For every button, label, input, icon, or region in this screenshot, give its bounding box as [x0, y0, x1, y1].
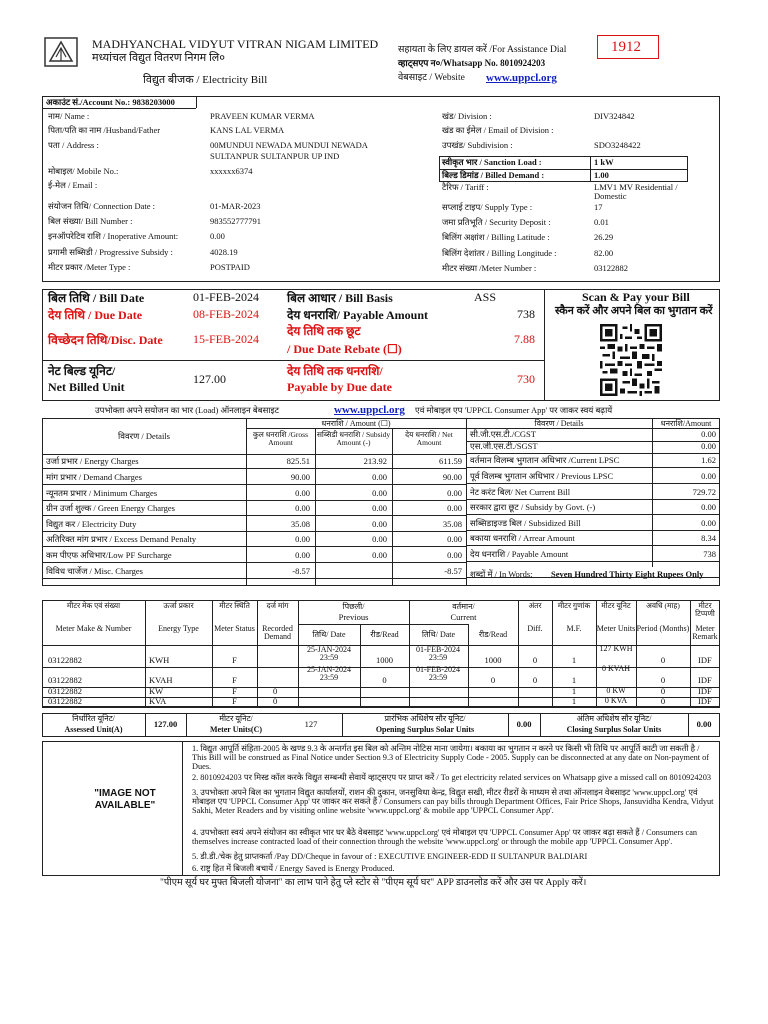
- account-right-value: 1 kW: [594, 157, 614, 167]
- bill-basis: ASS: [474, 290, 497, 304]
- meter-row-remark: IDF: [698, 655, 712, 665]
- bill-title: विद्युत बीजक / Electricity Bill: [143, 74, 268, 86]
- right-row-value: 738: [703, 549, 716, 559]
- meter-row-period: 0: [660, 675, 666, 685]
- meter-row-energy: KW: [149, 686, 164, 696]
- charges-subsidy-header: सब्सिडी धनराशि / Subsidy Amount (-): [316, 430, 391, 447]
- meter-row-status: F: [232, 675, 237, 685]
- load-note-before: उपभोक्ता अपने सयोजन का भार (Load) ऑनलाइन बेबसाइट: [95, 405, 279, 415]
- account-left-value: 00MUNDUI NEWADA MUNDUI NEWADA: [210, 140, 368, 150]
- meter-units-label-en: Meter Units(C): [209, 725, 263, 734]
- meter-header-prev-en: Previous: [338, 612, 369, 622]
- charge-row-label: उर्जा प्रभार / Energy Charges: [46, 456, 139, 466]
- rule-h: [298, 624, 468, 625]
- meter-header-en: Period (Months): [636, 624, 690, 633]
- charge-row-subsidy: 0.00: [372, 550, 387, 560]
- account-right-value: 17: [594, 202, 603, 212]
- due-date-label: देय तिथि / Due Date: [48, 308, 143, 322]
- account-left-value: 4028.19: [210, 247, 238, 257]
- image-not-available: "IMAGE NOT AVAILABLE": [94, 788, 156, 811]
- charge-row-net: 90.00: [442, 472, 462, 482]
- meter-header-prev-hi: पिछली/: [342, 602, 365, 611]
- meter-header-en: Meter Status: [214, 624, 255, 633]
- meter-row-cdate: 01-FEB-2024 23:59: [416, 645, 460, 663]
- payable-due-amount: 730: [517, 372, 535, 386]
- account-left-label: मोबाइल/ Mobile No.:: [48, 166, 119, 176]
- meter-row-status: F: [232, 686, 237, 696]
- meter-row-rd: 0: [273, 686, 278, 696]
- load-note-link[interactable]: www.uppcl.org: [334, 404, 405, 416]
- charge-row-subsidy: 213.92: [363, 456, 387, 466]
- charge-row-label: मांग प्रभार / Demand Charges: [46, 472, 142, 482]
- meter-header-curr-read: रीड/Read: [478, 630, 508, 639]
- rule-h: [42, 531, 466, 532]
- rule-h: [42, 484, 466, 485]
- charge-row-subsidy: 0.00: [372, 534, 387, 544]
- charge-row-net: 35.08: [442, 519, 462, 529]
- company-name-hi: मध्यांचल विद्युत वितरण निगम लि०: [92, 52, 225, 64]
- assist-number: 1912: [611, 39, 641, 55]
- charge-row-subsidy: 0.00: [372, 519, 387, 529]
- charge-row-gross: 0.00: [295, 550, 310, 560]
- right-row-value: 1.62: [701, 455, 716, 465]
- account-right-label: स्वीकृत भार / Sanction Load :: [442, 157, 542, 167]
- account-right-label: मीटर संख्या /Meter Number :: [442, 263, 537, 273]
- meter-row-period: 0: [660, 696, 666, 706]
- note-item: 1. विद्युत आपूर्ति संहिता-2005 के खण्ड 9.3 के अन्तर्गत इस बिल को अन्तिम नोटिस माना जायेगा। बकाया का भुगतान न करने पर किसी भी तिथि पर आपूर्ति काटी जा सकती है / This Bill will be construed as Final Notice under Section 9.3 of Electricity Supply Code - 2005. Supply can be disconnected at any date on Non-payment of Dues.: [192, 744, 710, 772]
- rule-h: [42, 546, 466, 547]
- charge-row-subsidy: 0.00: [372, 472, 387, 482]
- account-right-label: टैरिफ / Tariff :: [442, 182, 489, 192]
- rule-v: [518, 600, 519, 707]
- website-label: वेबसाइट / Website: [398, 73, 465, 83]
- account-left-label: ई-मेल / Email :: [48, 180, 98, 190]
- account-left-value: 0.00: [210, 231, 225, 241]
- meter-header-en: Energy Type: [158, 624, 199, 633]
- charge-row-gross: 825.51: [286, 456, 310, 466]
- rule-v: [596, 600, 597, 707]
- right-row-value: 0.00: [701, 502, 716, 512]
- assessed-label-hi: निर्धारित यूनिट/: [72, 714, 115, 723]
- meter-header-hi: मीटर यूनिट: [601, 601, 631, 610]
- right-row-label: बकाया धनराशि / Arrear Amount: [470, 533, 575, 543]
- account-left-label: पता / Address :: [48, 140, 99, 150]
- account-right-label: खंड का ईमेल / Email of Division :: [442, 125, 554, 135]
- rule-v: [145, 600, 146, 707]
- note-item: 2. 8010924203 पर मिस्ड कॉल करके विद्युत सम्बन्धी सेवायें व्हाट्सएप पर प्राप्त करें / To get electricity related services on Whatsapp give a missed call on 8010924203: [192, 773, 711, 782]
- charge-row-net: 0.00: [447, 534, 462, 544]
- meter-row-diff: 0: [532, 655, 538, 665]
- account-right-label: खंड/ Division :: [442, 111, 492, 121]
- meter-row-energy: KVAH: [149, 675, 173, 685]
- account-right-label: बिलिंग अक्षांश / Billing Latitude :: [442, 232, 550, 242]
- rule-h: [466, 483, 720, 484]
- scan-title-en: Scan & Pay your Bill: [582, 290, 690, 304]
- charges-right-amount-header: धनराशि/Amount: [660, 419, 712, 428]
- account-left-label: बिल संख्या/ Bill Number :: [48, 216, 133, 226]
- net-unit-label-en: Net Billed Unit: [48, 380, 125, 394]
- right-row-label: सरकार द्वारा छूट / Subsidy by Govt. (-): [470, 502, 596, 512]
- account-right-value: LMV1 MV Residential / Domestic: [594, 182, 678, 202]
- in-words-value: Seven Hundred Thirty Eight Rupees Only: [551, 569, 704, 579]
- account-right-value: SDO3248422: [594, 140, 641, 150]
- assessed-value: 127.00: [153, 719, 178, 729]
- summary-divider: [544, 289, 545, 401]
- sanction-divider: [439, 169, 688, 170]
- website-link[interactable]: www.uppcl.org: [486, 72, 557, 84]
- account-right-value: 26.29: [594, 232, 614, 242]
- meter-header-curr-hi: वर्तमान/: [452, 602, 475, 611]
- meter-header-prev-read: रीड/Read: [370, 630, 399, 639]
- meter-row-pdate: 25-JAN-2024 23:59: [307, 665, 351, 683]
- meter-row-mf: 1: [571, 696, 577, 706]
- right-row-label: वर्तमान विलम्ब भुगतान अधिभार /Current LPSC: [470, 455, 620, 465]
- summary-row-line: [42, 360, 544, 361]
- charge-row-gross: 0.00: [295, 488, 310, 498]
- charge-row-label: न्यूनतम प्रभार / Minimum Charges: [46, 488, 158, 498]
- rule-h: [42, 578, 466, 579]
- rule-h: [42, 515, 466, 516]
- disc-date-label: विच्छेदन तिथि/Disc. Date: [48, 333, 163, 347]
- charge-row-net: 0.00: [447, 503, 462, 513]
- charges-details-header: विवरण / Details: [118, 431, 170, 441]
- meter-row-remark: IDF: [698, 686, 712, 696]
- in-words-label: शब्दों में / In Words:: [470, 569, 533, 579]
- bill-date-label: बिल तिथि / Bill Date: [48, 291, 145, 305]
- meter-row-mf: 1: [571, 655, 577, 665]
- meter-row-units: 0 KVA: [604, 696, 628, 705]
- meter-header-hi: मीटर गुणांक: [557, 601, 591, 610]
- meter-header-en: Meter Units: [596, 624, 636, 633]
- meter-row-pread: 0: [382, 675, 387, 685]
- meter-row-make: 03122882: [48, 696, 82, 706]
- meter-header-en: Meter Remark: [692, 624, 718, 642]
- open-solar-label-en: Opening Surplus Solar Units: [375, 725, 475, 734]
- account-left-value: 983552777791: [210, 216, 261, 226]
- right-row-value: 0.00: [701, 441, 716, 451]
- meter-row-cread: 0: [490, 675, 496, 685]
- assist-label: सहायता के लिए डायल करें /For Assistance Dial: [398, 45, 567, 55]
- meter-row-rd: 0: [273, 696, 278, 706]
- charge-row-net: 611.59: [438, 456, 462, 466]
- account-number: अकाउंट सं./Account No.: 9838203000: [46, 97, 175, 107]
- meter-units-label-hi: मीटर यूनिट/: [219, 714, 253, 723]
- account-right-label: उपखंड/ Subdivision :: [442, 140, 513, 150]
- account-left-label: इनऑपरेटिव राशि / Inoperative Amount:: [48, 231, 179, 241]
- account-left-label: नाम/ Name :: [48, 111, 90, 121]
- right-row-label: एस.जी.एस.टी./SGST: [470, 441, 538, 451]
- account-left-value: xxxxxx6374: [210, 166, 253, 176]
- charge-row-label: अतिरिक्त मांग प्रभार / Excess Demand Penalty: [46, 534, 197, 544]
- rule-h: [466, 499, 720, 500]
- rule-h: [466, 561, 720, 562]
- open-solar-value: 0.00: [516, 719, 532, 729]
- account-left-label: मीटर प्रकार /Meter Type :: [48, 262, 131, 272]
- meter-row-mf: 1: [571, 675, 577, 685]
- sanction-divider-v: [590, 156, 591, 182]
- meter-header-hi: मीटर स्थिति: [219, 601, 250, 610]
- rebate-label-en: / Due Date Rebate (☐): [287, 342, 402, 356]
- note-item: 5. डी.डी./चेक हेतु प्राप्तकर्ता /Pay DD/Cheque in favour of : EXECUTIVE ENGINEER-EDD II SULTANPUR BALDIARI: [192, 852, 588, 861]
- rule-v: [257, 600, 258, 707]
- payable-label: देय धनराशि/ Payable Amount: [287, 308, 428, 322]
- meter-row-cread: 1000: [484, 655, 502, 665]
- account-right-value: DIV324842: [594, 111, 635, 121]
- account-right-value: 82.00: [594, 248, 614, 258]
- charges-right-details-header: विवरण / Details: [534, 419, 584, 428]
- account-right-label: बिलिंग देशांतर / Billing Longitude :: [442, 248, 557, 258]
- company-name-en: MADHYANCHAL VIDYUT VITRAN NIGAM LIMITED: [92, 37, 379, 51]
- meter-row-units: 0 KVAH: [601, 664, 631, 673]
- meter-header-hi: अंतर: [528, 601, 542, 610]
- rule-h: [466, 545, 720, 546]
- note-item: 4. उपभोक्ता स्वयं अपने संयोजन का स्वीकृत भार घर बैठे वेबसाइट 'www.uppcl.org' एवं मोबाइल एप 'UPPCL Consumer App' पर जाकर बढ़ा सकते हैं / Consumers can themselves increase contracted load of their connection through the website 'www.uppcl.org' or through the mobile app 'UPPCL Consumer App'.: [192, 828, 698, 847]
- meter-row-status: F: [232, 696, 237, 706]
- account-right-label: बिल्ड डिमांड / Billed Demand :: [442, 170, 545, 180]
- account-left-value: KANS LAL VERMA: [210, 125, 285, 135]
- assessed-label-en: Assessed Unit(A): [64, 725, 123, 734]
- account-right-value: 0.01: [594, 217, 609, 227]
- charge-row-subsidy: 0.00: [372, 488, 387, 498]
- close-solar-label-hi: अंतिम अधिशेष सौर यूनिट/: [576, 714, 652, 723]
- meter-row-energy: KVA: [149, 696, 167, 706]
- account-right-value: 03122882: [594, 263, 628, 273]
- account-right-label: जमा प्रतिभूति / Security Deposit :: [442, 217, 551, 227]
- charge-row-label: कम पीएफ अधिभार/Low PF Surcharge: [46, 550, 172, 560]
- charge-row-gross: -8.57: [292, 566, 310, 576]
- charge-row-gross: 35.08: [290, 519, 310, 529]
- right-row-value: 0.00: [701, 471, 716, 481]
- meter-row-make: 03122882: [48, 675, 82, 685]
- due-date: 08-FEB-2024: [193, 307, 259, 321]
- right-row-label: देय धनराशि / Payable Amount: [470, 549, 569, 559]
- rule-h: [466, 453, 720, 454]
- right-row-value: 729.72: [692, 487, 716, 497]
- meter-header-hi: ऊर्जा प्रकार: [163, 601, 194, 610]
- meter-header-hi: मीटर टिप्पणी: [695, 601, 715, 618]
- meter-row-pread: 1000: [376, 655, 393, 665]
- note-item: 3. उपभोक्ता अपने बिल का भुगतान विद्युत कार्यालयों, राशन की दुकान, जनसुविधा केन्द्र, विद्युत सखी, मीटर रीडरों के माध्यम से तथा ऑनलाइन वेबसाइट 'www.uppcl.org' एवं मोबाइल एप 'UPPCL Consumer App' पर जाकर कर सकते हैं / Consumers can pay bills through Department Offices, Fair Price Shops, Jansuvidha Kendra, Vidyut Sakhi, Meter Readers and by visiting online website 'www.uppcl.org' & mobile app 'UPPCL Consumer App'.: [192, 788, 714, 816]
- meter-row-period: 0: [660, 686, 666, 696]
- right-row-label: सी.जी.एस.टी./CGST: [470, 429, 536, 439]
- load-note-after: एवं मोबाइल एप 'UPPCL Consumer App' पर जाकर स्वयं बढ़ायें: [415, 405, 613, 415]
- company-logo: [44, 37, 78, 67]
- meter-header-prev-date: तिथि/ Date: [312, 630, 346, 639]
- account-left-label: प्रगामी सब्सिडी / Progressive Subsidy :: [48, 247, 173, 257]
- meter-row-mf: 1: [571, 686, 577, 696]
- net-unit-label-hi: नेट बिल्ड यूनिट/: [48, 364, 116, 378]
- meter-row-diff: 0: [532, 675, 538, 685]
- payable-due-label-en: Payable by Due date: [287, 380, 392, 394]
- charge-row-net: 0.00: [447, 550, 462, 560]
- charge-row-subsidy: 0.00: [372, 503, 387, 513]
- rule-h: [42, 562, 466, 563]
- account-right-label: सप्लाई टाइप/ Supply Type :: [442, 202, 533, 212]
- right-row-label: पूर्व विलम्ब भुगतान अधिभार / Previous LPSC: [470, 471, 614, 481]
- charges-amount-header: धनराशि / Amount (☐): [321, 419, 391, 428]
- bill-basis-label: बिल आधार / Bill Basis: [287, 291, 393, 305]
- charges-net-header: देय धनराशि / Net Amount: [405, 430, 453, 447]
- charge-row-label: विविध चार्जेज / Misc. Charges: [46, 566, 143, 576]
- right-row-label: सब्सिडाइज्ड बिल / Subsidized Bill: [470, 518, 581, 528]
- meter-header-hi: अवधि (माह): [646, 601, 680, 610]
- meter-header-hi: दर्ज मांग: [266, 601, 289, 610]
- meter-row-make: 03122882: [48, 655, 82, 665]
- account-left-label: पिता/पति का नाम /Husband/Father: [48, 125, 161, 135]
- right-row-label: नेट करंट बिल/ Net Current Bill: [470, 487, 571, 497]
- charge-row-label: ग्रीन उर्जा शुल्क / Green Energy Charges: [46, 503, 175, 513]
- meter-row-units: 0 KW: [606, 686, 626, 695]
- meter-row-make: 03122882: [48, 686, 82, 696]
- rebate-label-hi: देय तिथि तक छूट: [287, 324, 361, 338]
- meter-row-status: F: [232, 655, 237, 665]
- open-solar-label-hi: प्रारंभिक अधिशेष सौर यूनिट/: [384, 714, 466, 723]
- footer-note: "पीएम सूर्य घर मुफ्त बिजली योजना" का लाभ पाने हेतु प्ले स्टोर से "पीएम सूर्य घर" APP डाउनलोड करें और उस पर Apply करें।: [160, 878, 587, 888]
- meter-row-period: 0: [660, 655, 666, 665]
- note-item: 6. राष्ट्र हित में बिजली बचायें / Energy Saved is Energy Produced.: [192, 864, 395, 873]
- notes-divider: [182, 741, 183, 876]
- meter-header-curr-en: Current: [450, 612, 477, 622]
- rule-h: [42, 454, 466, 455]
- right-row-value: 8.34: [701, 533, 716, 543]
- account-left-value: POSTPAID: [210, 262, 250, 272]
- meter-row-cdate: 01-FEB-2024 23:59: [416, 665, 460, 683]
- meter-header-en: Recorded Demand: [262, 624, 293, 642]
- close-solar-value: 0.00: [696, 719, 712, 729]
- charge-row-label: विद्युत कर / Electricity Duty: [46, 519, 137, 529]
- rule-h: [466, 530, 720, 531]
- bill-date: 01-FEB-2024: [193, 290, 259, 304]
- meter-header-hi: मीटर मेक एवं संख्या: [66, 601, 121, 610]
- account-left-value: PRAVEEN KUMAR VERMA: [210, 111, 315, 121]
- meter-units-value: 127: [304, 719, 318, 729]
- meter-header-en: Meter Make & Number: [55, 624, 132, 633]
- close-solar-label-en: Closing Surplus Solar Units: [566, 725, 662, 734]
- charge-row-gross: 0.00: [295, 534, 310, 544]
- meter-header-curr-date: तिथि/ Date: [421, 630, 456, 639]
- payable-amount: 738: [517, 307, 535, 321]
- charge-row-gross: 90.00: [290, 472, 310, 482]
- charge-row-gross: 0.00: [295, 503, 310, 513]
- account-divider-v: [196, 96, 197, 108]
- meter-header-en: M.F.: [566, 624, 582, 633]
- charge-row-net: 0.00: [447, 488, 462, 498]
- payment-qr-code[interactable]: [600, 324, 662, 396]
- payable-due-label-hi: देय तिथि तक धनराशि/: [287, 364, 383, 378]
- whatsapp-number: व्हाट्सएप न०/Whatsapp No. 8010924203: [398, 58, 546, 68]
- account-divider: [42, 108, 196, 109]
- account-right-value: 1.00: [594, 170, 609, 180]
- meter-row-remark: IDF: [698, 675, 712, 685]
- meter-row-units: 127 KWH: [599, 644, 633, 653]
- account-left-label: संयोजन तिथि/ Connection Date :: [48, 201, 156, 211]
- scan-title-hi: स्कैन करें और अपने बिल का भुगतान करें: [555, 305, 713, 317]
- account-left-value: 01-MAR-2023: [210, 201, 261, 211]
- rule-h: [466, 467, 720, 468]
- right-row-value: 0.00: [701, 518, 716, 528]
- meter-row-energy: KWH: [149, 655, 170, 665]
- meter-row-remark: IDF: [698, 696, 712, 706]
- rule-h: [42, 707, 720, 708]
- charge-row-net: -8.57: [444, 566, 462, 576]
- meter-header-en: Diff.: [527, 624, 543, 633]
- rebate-amount: 7.88: [514, 332, 535, 346]
- net-unit: 127.00: [193, 372, 226, 386]
- rule-h: [42, 500, 466, 501]
- rule-h: [466, 514, 720, 515]
- rule-h: [42, 468, 466, 469]
- meter-row-pdate: 25-JAN-2024 23:59: [307, 645, 351, 663]
- disc-date: 15-FEB-2024: [193, 332, 259, 346]
- right-row-value: 0.00: [701, 429, 716, 439]
- account-left-value: SULTANPUR SULTANPUR UP IND: [210, 151, 340, 161]
- charges-gross-header: कुल धनराशि /Gross Amount: [252, 430, 308, 447]
